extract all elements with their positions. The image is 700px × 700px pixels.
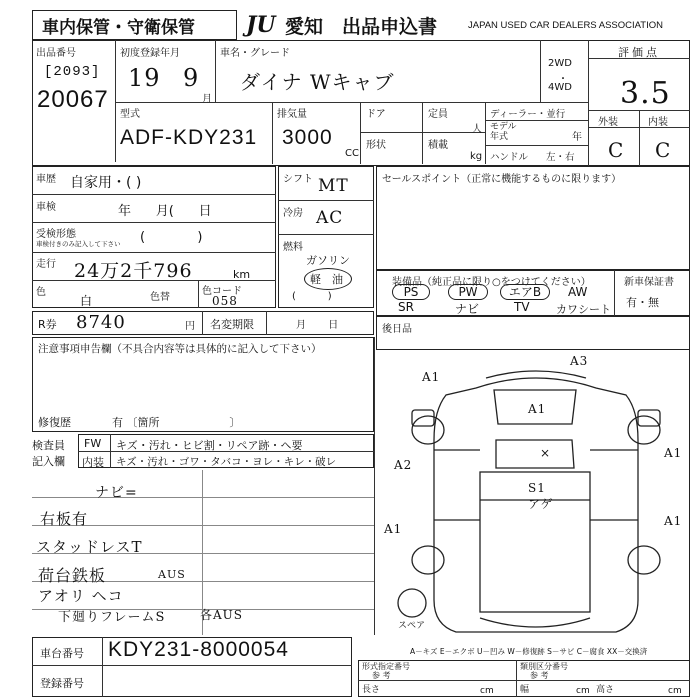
mark-a1-right: A1 bbox=[664, 446, 683, 460]
fuel-label: 燃料 bbox=[283, 242, 303, 253]
assoc-name: JAPAN USED CAR DEALERS ASSOCIATION bbox=[468, 20, 663, 31]
shaken-label: 車検 bbox=[36, 202, 56, 213]
equip-ps: PS bbox=[392, 284, 430, 300]
equip-sr: SR bbox=[398, 300, 414, 314]
color-code: 058 bbox=[212, 294, 238, 308]
equip-pw: PW bbox=[448, 284, 488, 300]
car-label: 車名・グレード bbox=[220, 48, 290, 59]
hw-note-4: アオリ ヘコ bbox=[38, 587, 124, 605]
model-year-unit: 年 bbox=[572, 132, 582, 143]
load-label: 積載 bbox=[428, 140, 448, 151]
reg-month-unit: 月 bbox=[202, 94, 212, 105]
repair-label: 修復歴 bbox=[38, 416, 71, 429]
disp-label: 排気量 bbox=[277, 109, 307, 120]
reg-no-label: 登録番号 bbox=[40, 677, 84, 690]
mark-a1-right2: A1 bbox=[664, 514, 683, 528]
handle-lr: 左・右 bbox=[546, 152, 575, 163]
equip-seat: カワシート bbox=[556, 303, 611, 316]
inspect-label: 検査員 bbox=[32, 439, 65, 452]
mark-s1: S1 アゲ bbox=[528, 481, 554, 511]
drive-4wd: 4WD bbox=[548, 82, 572, 93]
shift-value: MT bbox=[318, 176, 349, 196]
height-label: 高さ bbox=[596, 685, 615, 695]
fw-items: キズ・汚れ・ヒビ割・リペア跡・ヘ要 bbox=[116, 439, 303, 452]
lot-sub: [2093] bbox=[44, 64, 101, 80]
later-label: 後日品 bbox=[382, 324, 412, 335]
score-int-label: 内装 bbox=[648, 117, 668, 128]
fuel-gas: ガソリン bbox=[306, 254, 350, 267]
drive-dot: ・ bbox=[558, 74, 568, 85]
handle-label: ハンドル bbox=[490, 152, 529, 163]
chassis-label: 車台番号 bbox=[40, 647, 84, 660]
shaken-value: 年 月( 日 bbox=[118, 204, 212, 219]
repair-value: 有 〔箇所 〕 bbox=[112, 416, 241, 429]
mark-a1-tl: A1 bbox=[422, 370, 441, 384]
car-name: ダイナ Wキャブ bbox=[240, 70, 395, 94]
mark-a1-left: A1 bbox=[384, 522, 403, 536]
uke-sub: 車検付きのみ記入して下さい bbox=[36, 240, 121, 248]
history-value: 自家用・( ) bbox=[70, 175, 142, 191]
height-cm: cm bbox=[668, 686, 682, 696]
width-label: 幅 bbox=[520, 685, 530, 695]
warranty-label: 新車保証書 bbox=[624, 277, 674, 288]
mark-a2-left: A2 bbox=[394, 458, 413, 472]
ref-label: 参 考 bbox=[372, 671, 391, 680]
deadline-label: 名変期限 bbox=[210, 318, 254, 331]
hw-note-5: 下廻りフレームS bbox=[58, 610, 166, 625]
cap-label: 定員 bbox=[428, 109, 448, 120]
uke-value: ( ) bbox=[140, 230, 204, 245]
score-int: C bbox=[655, 138, 672, 162]
shape-no-label: 形式指定番号 bbox=[362, 662, 410, 671]
hw-note-7: AUS bbox=[158, 568, 186, 581]
disp-value: 3000 bbox=[282, 126, 333, 149]
reg-label: 初度登録年月 bbox=[120, 48, 180, 59]
ac-label: 冷房 bbox=[283, 208, 303, 219]
ref2-label: 参 考 bbox=[530, 671, 549, 680]
ac-value: AC bbox=[316, 208, 344, 228]
score-ext: C bbox=[608, 138, 625, 162]
equip-airbag: エアB bbox=[500, 284, 550, 300]
shift-label: シフト bbox=[283, 174, 313, 185]
load-kg: kg bbox=[470, 151, 483, 162]
warranty-value: 有・無 bbox=[626, 296, 659, 309]
mileage-label: 走行 bbox=[36, 259, 56, 270]
storage-label: 車内保管・守衛保管 bbox=[42, 18, 195, 38]
form-title: 出品申込書 bbox=[342, 16, 438, 38]
color-value: 白 bbox=[80, 294, 94, 308]
equip-navi: ナビ bbox=[455, 302, 480, 316]
recycle-value: 8740 bbox=[76, 312, 126, 333]
dealer-label: ディーラー・並行 bbox=[490, 109, 566, 120]
cap-unit: 人 bbox=[472, 124, 482, 135]
legend: A－キズ E－エクボ U－凹み W－修復跡 S－サビ C－腐食 XX－交換済 bbox=[410, 647, 648, 656]
spare-label: スペア bbox=[398, 621, 426, 631]
chassis-value: KDY231-8000054 bbox=[108, 638, 289, 661]
mark-x: × bbox=[540, 446, 552, 460]
mileage-value: 24万2千796 bbox=[74, 260, 193, 282]
hw-note-6: 各AUS bbox=[200, 608, 244, 622]
hw-note-3: 荷台鉄板 bbox=[38, 566, 107, 585]
equip-tv: TV bbox=[514, 300, 530, 314]
deadline-value: 月 日 bbox=[296, 320, 339, 331]
lot-label: 出品番号 bbox=[36, 48, 76, 59]
later-frame bbox=[376, 316, 690, 350]
ju-logo: JU bbox=[246, 12, 276, 38]
len-label: 長さ bbox=[362, 685, 381, 695]
disp-cc: CC bbox=[345, 148, 359, 159]
drive-2wd: 2WD bbox=[548, 58, 572, 69]
int-items: キズ・汚れ・ゴワ・タバコ・ヨレ・キレ・破レ bbox=[116, 456, 337, 468]
history-label: 車歴 bbox=[36, 174, 56, 185]
equip-label: 装備品（純正品に限り○をつけてください） bbox=[392, 277, 591, 288]
door-label: ドア bbox=[366, 109, 386, 120]
len-cm: cm bbox=[480, 686, 494, 696]
fw-label: FW bbox=[84, 437, 102, 450]
width-cm: cm bbox=[576, 686, 590, 696]
color-change-label: 色替 bbox=[150, 292, 170, 303]
hw-note-navi: ナビ= bbox=[95, 485, 138, 501]
mark-a1-top: A1 bbox=[528, 402, 547, 416]
recycle-label: R券 bbox=[38, 318, 57, 331]
score-ext-label: 外装 bbox=[598, 117, 618, 128]
mileage-km: km bbox=[233, 268, 251, 281]
model-label: 型式 bbox=[120, 109, 140, 120]
uke-label: 受検形態 bbox=[36, 229, 76, 240]
hw-note-2: スタッドレスT bbox=[36, 538, 143, 556]
reg-month: 9 bbox=[183, 64, 200, 92]
equip-aw: AW bbox=[568, 285, 588, 299]
mark-a3-top: A3 bbox=[570, 354, 589, 368]
sales-label: セールスポイント（正常に機能するものに限ります） bbox=[382, 174, 622, 185]
fuel-diesel: 軽 油 bbox=[310, 273, 343, 286]
reg-year: 19 bbox=[128, 64, 161, 92]
record-label: 記入欄 bbox=[32, 455, 65, 468]
model-value: ADF-KDY231 bbox=[120, 126, 258, 149]
class-no-label: 類別区分番号 bbox=[520, 662, 568, 671]
score-label: 評価点 bbox=[618, 46, 660, 59]
model-year-label: モデル 年式 bbox=[490, 122, 517, 142]
color-code-label: 色コード bbox=[202, 286, 242, 297]
fuel-other: ( ) bbox=[292, 291, 332, 302]
notes-label: 注意事項申告欄（不具合内容等は具体的に記入して下さい） bbox=[38, 343, 322, 355]
org-name: 愛知 bbox=[285, 16, 324, 38]
recycle-yen: 円 bbox=[185, 321, 195, 332]
lot-number: 20067 bbox=[37, 86, 109, 113]
color-label: 色 bbox=[36, 287, 46, 298]
score-value: 3.5 bbox=[620, 76, 671, 111]
hw-note-1: 右板有 bbox=[40, 510, 89, 528]
int-label: 内装 bbox=[82, 456, 104, 469]
shape-label: 形状 bbox=[366, 140, 386, 151]
